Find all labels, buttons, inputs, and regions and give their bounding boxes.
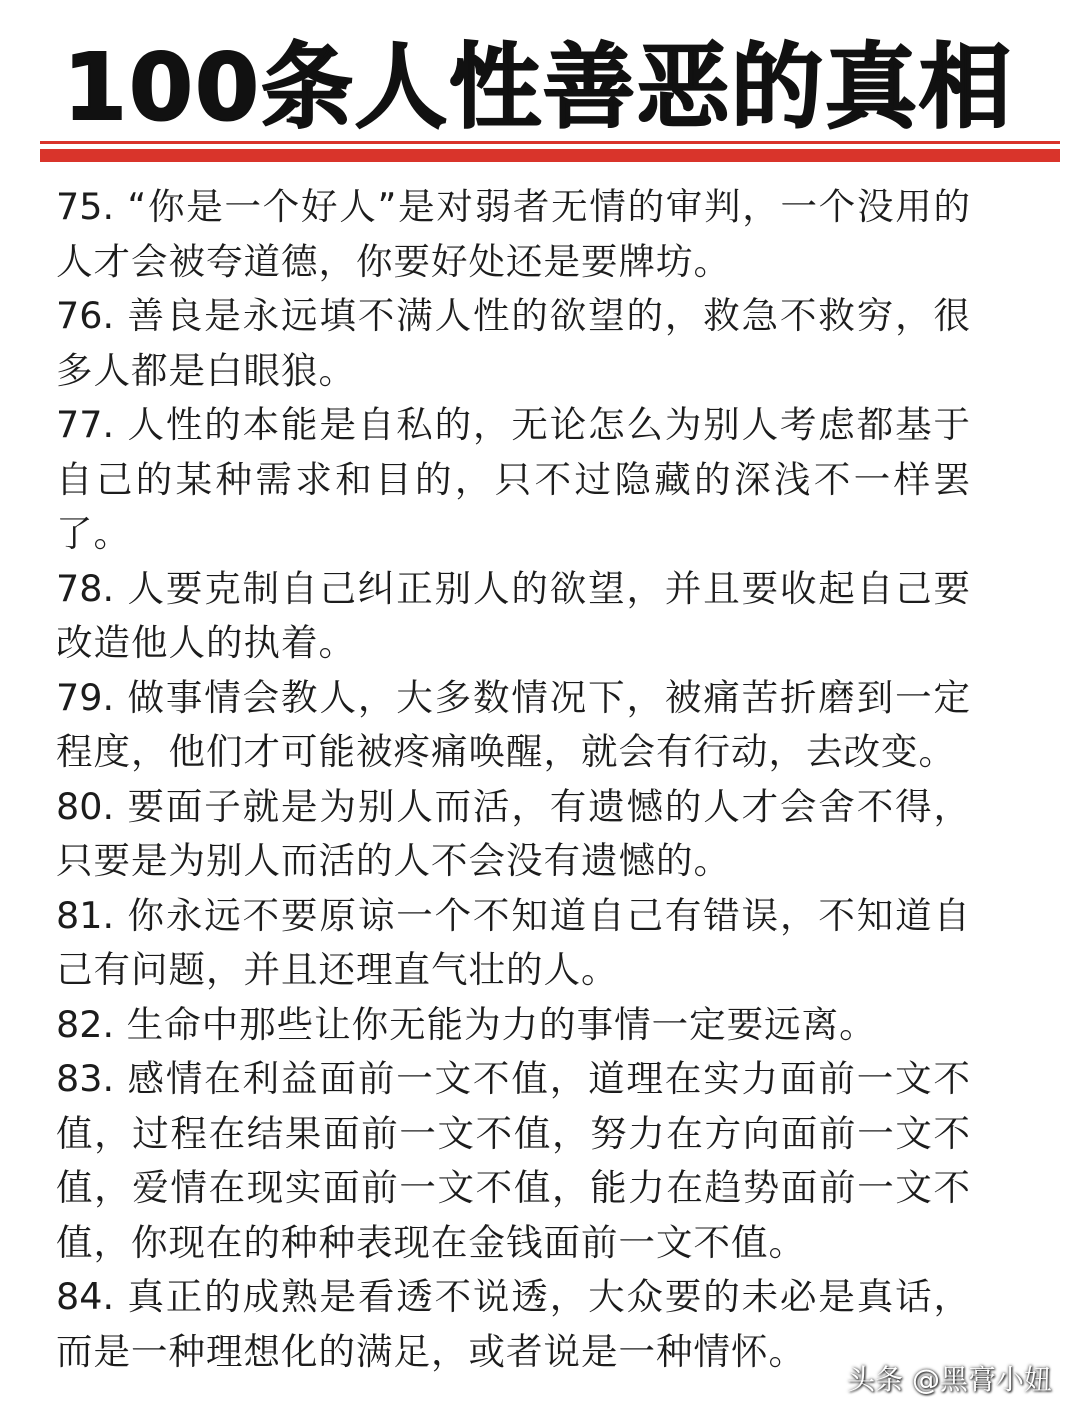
item-number: 82. <box>56 1002 115 1046</box>
list-item <box>56 1270 971 1379</box>
item-text: 人要克制自己纠正别人的欲望，并且要收起自己要改造他人的执着。 <box>56 566 971 664</box>
list-item <box>56 180 971 289</box>
item-number: 84. <box>56 1275 115 1318</box>
item-number: 83. <box>56 1057 115 1100</box>
list-item <box>56 671 971 780</box>
list-item <box>56 289 971 398</box>
list-item <box>56 889 971 998</box>
title-divider-thin <box>40 141 1060 144</box>
list-item <box>56 398 971 562</box>
list-item <box>56 1052 971 1270</box>
list-item <box>56 780 971 889</box>
item-number: 78. <box>56 566 115 610</box>
item-text: 人性的本能是自私的，无论怎么为别人考虑都基于自己的某种需求和目的，只不过隐藏的深浅不一样罢了。 <box>56 403 971 555</box>
list-item <box>56 998 971 1053</box>
source-watermark: 头条 @黑膏小妞 <box>847 1363 1052 1396</box>
item-text: 善良是永远填不满人性的欲望的，救急不救穷，很多人都是白眼狼。 <box>56 294 971 392</box>
item-number: 77. <box>56 403 115 446</box>
item-text: 生命中那些让你无能为力的事情一定要远离。 <box>126 1002 877 1046</box>
item-number: 79. <box>56 675 115 719</box>
item-number: 80. <box>56 784 115 828</box>
title-divider-thick <box>40 149 1060 162</box>
item-text: “你是一个好人”是对弱者无情的审判，一个没用的人才会被夸道德，你要好处还是要牌坊。 <box>56 185 971 283</box>
item-text: 做事情会教人，大多数情况下，被痛苦折磨到一定程度，他们才可能被疼痛唤醒，就会有行动，去改变。 <box>56 675 971 773</box>
page-title: 100条人性善恶的真相 <box>62 34 1014 141</box>
list-item <box>56 562 971 671</box>
item-text: 你永远不要原谅一个不知道自己有错误，不知道自己有问题，并且还理直气壮的人。 <box>56 893 971 991</box>
item-text: 要面子就是为别人而活，有遗憾的人才会舍不得，只要是为别人而活的人不会没有遗憾的。 <box>56 784 971 882</box>
item-number: 81. <box>56 893 115 937</box>
item-number: 75. <box>56 185 115 228</box>
item-text: 真正的成熟是看透不说透，大众要的未必是真话，而是一种理想化的满足，或者说是一种情怀。 <box>56 1275 971 1373</box>
item-number: 76. <box>56 294 115 337</box>
item-text: 感情在利益面前一文不值，道理在实力面前一文不值，过程在结果面前一文不值，努力在方向面前一文不值，爱情在现实面前一文不值，能力在趋势面前一文不值，你现在的种种表现在金钱面前一文不值。 <box>56 1057 971 1264</box>
article-body <box>56 180 971 1379</box>
